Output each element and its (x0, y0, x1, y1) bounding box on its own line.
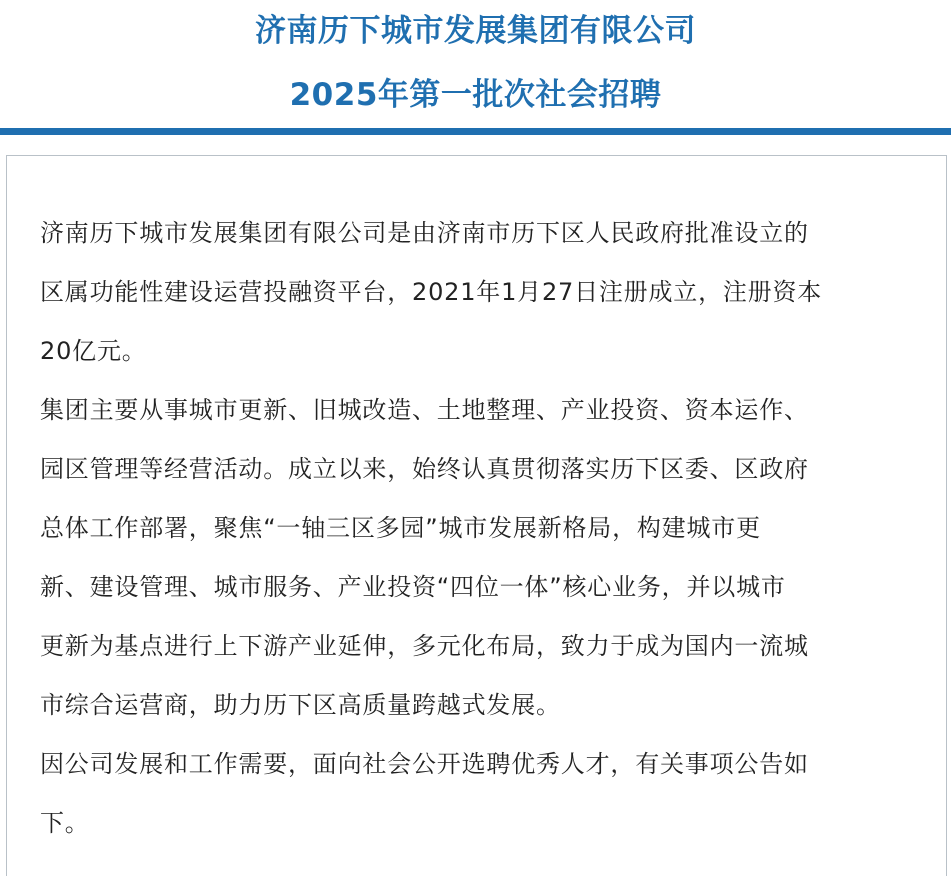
body-line-1: 济南历下城市发展集团有限公司是由济南市历下区人民政府批准设立的 (40, 219, 809, 247)
page-header (0, 0, 951, 128)
body-line-6: 总体工作部署，聚焦“一轴三区多园”城市发展新格局，构建城市更 (40, 514, 761, 542)
body-line-2: 区属功能性建设运营投融资平台，2021年1月27日注册成立，注册资本 (40, 278, 823, 306)
announcement-body (40, 204, 918, 853)
recruitment-title: 2025年第一批次社会招聘 (289, 77, 662, 113)
body-line-4: 集团主要从事城市更新、旧城改造、土地整理、产业投资、资本运作、 (40, 396, 809, 424)
body-line-10: 因公司发展和工作需要，面向社会公开选聘优秀人才，有关事项公告如 (40, 750, 809, 778)
header-divider (0, 128, 951, 135)
body-line-5: 园区管理等经营活动。成立以来，始终认真贯彻落实历下区委、区政府 (40, 455, 809, 483)
body-line-3: 20亿元。 (40, 337, 147, 365)
body-line-8: 更新为基点进行上下游产业延伸，多元化布局，致力于成为国内一流城 (40, 632, 809, 660)
body-line-7: 新、建设管理、城市服务、产业投资“四位一体”核心业务，并以城市 (40, 573, 786, 601)
company-title: 济南历下城市发展集团有限公司 (255, 13, 696, 49)
body-line-11: 下。 (40, 809, 90, 837)
body-line-9: 市综合运营商，助力历下区高质量跨越式发展。 (40, 691, 561, 719)
